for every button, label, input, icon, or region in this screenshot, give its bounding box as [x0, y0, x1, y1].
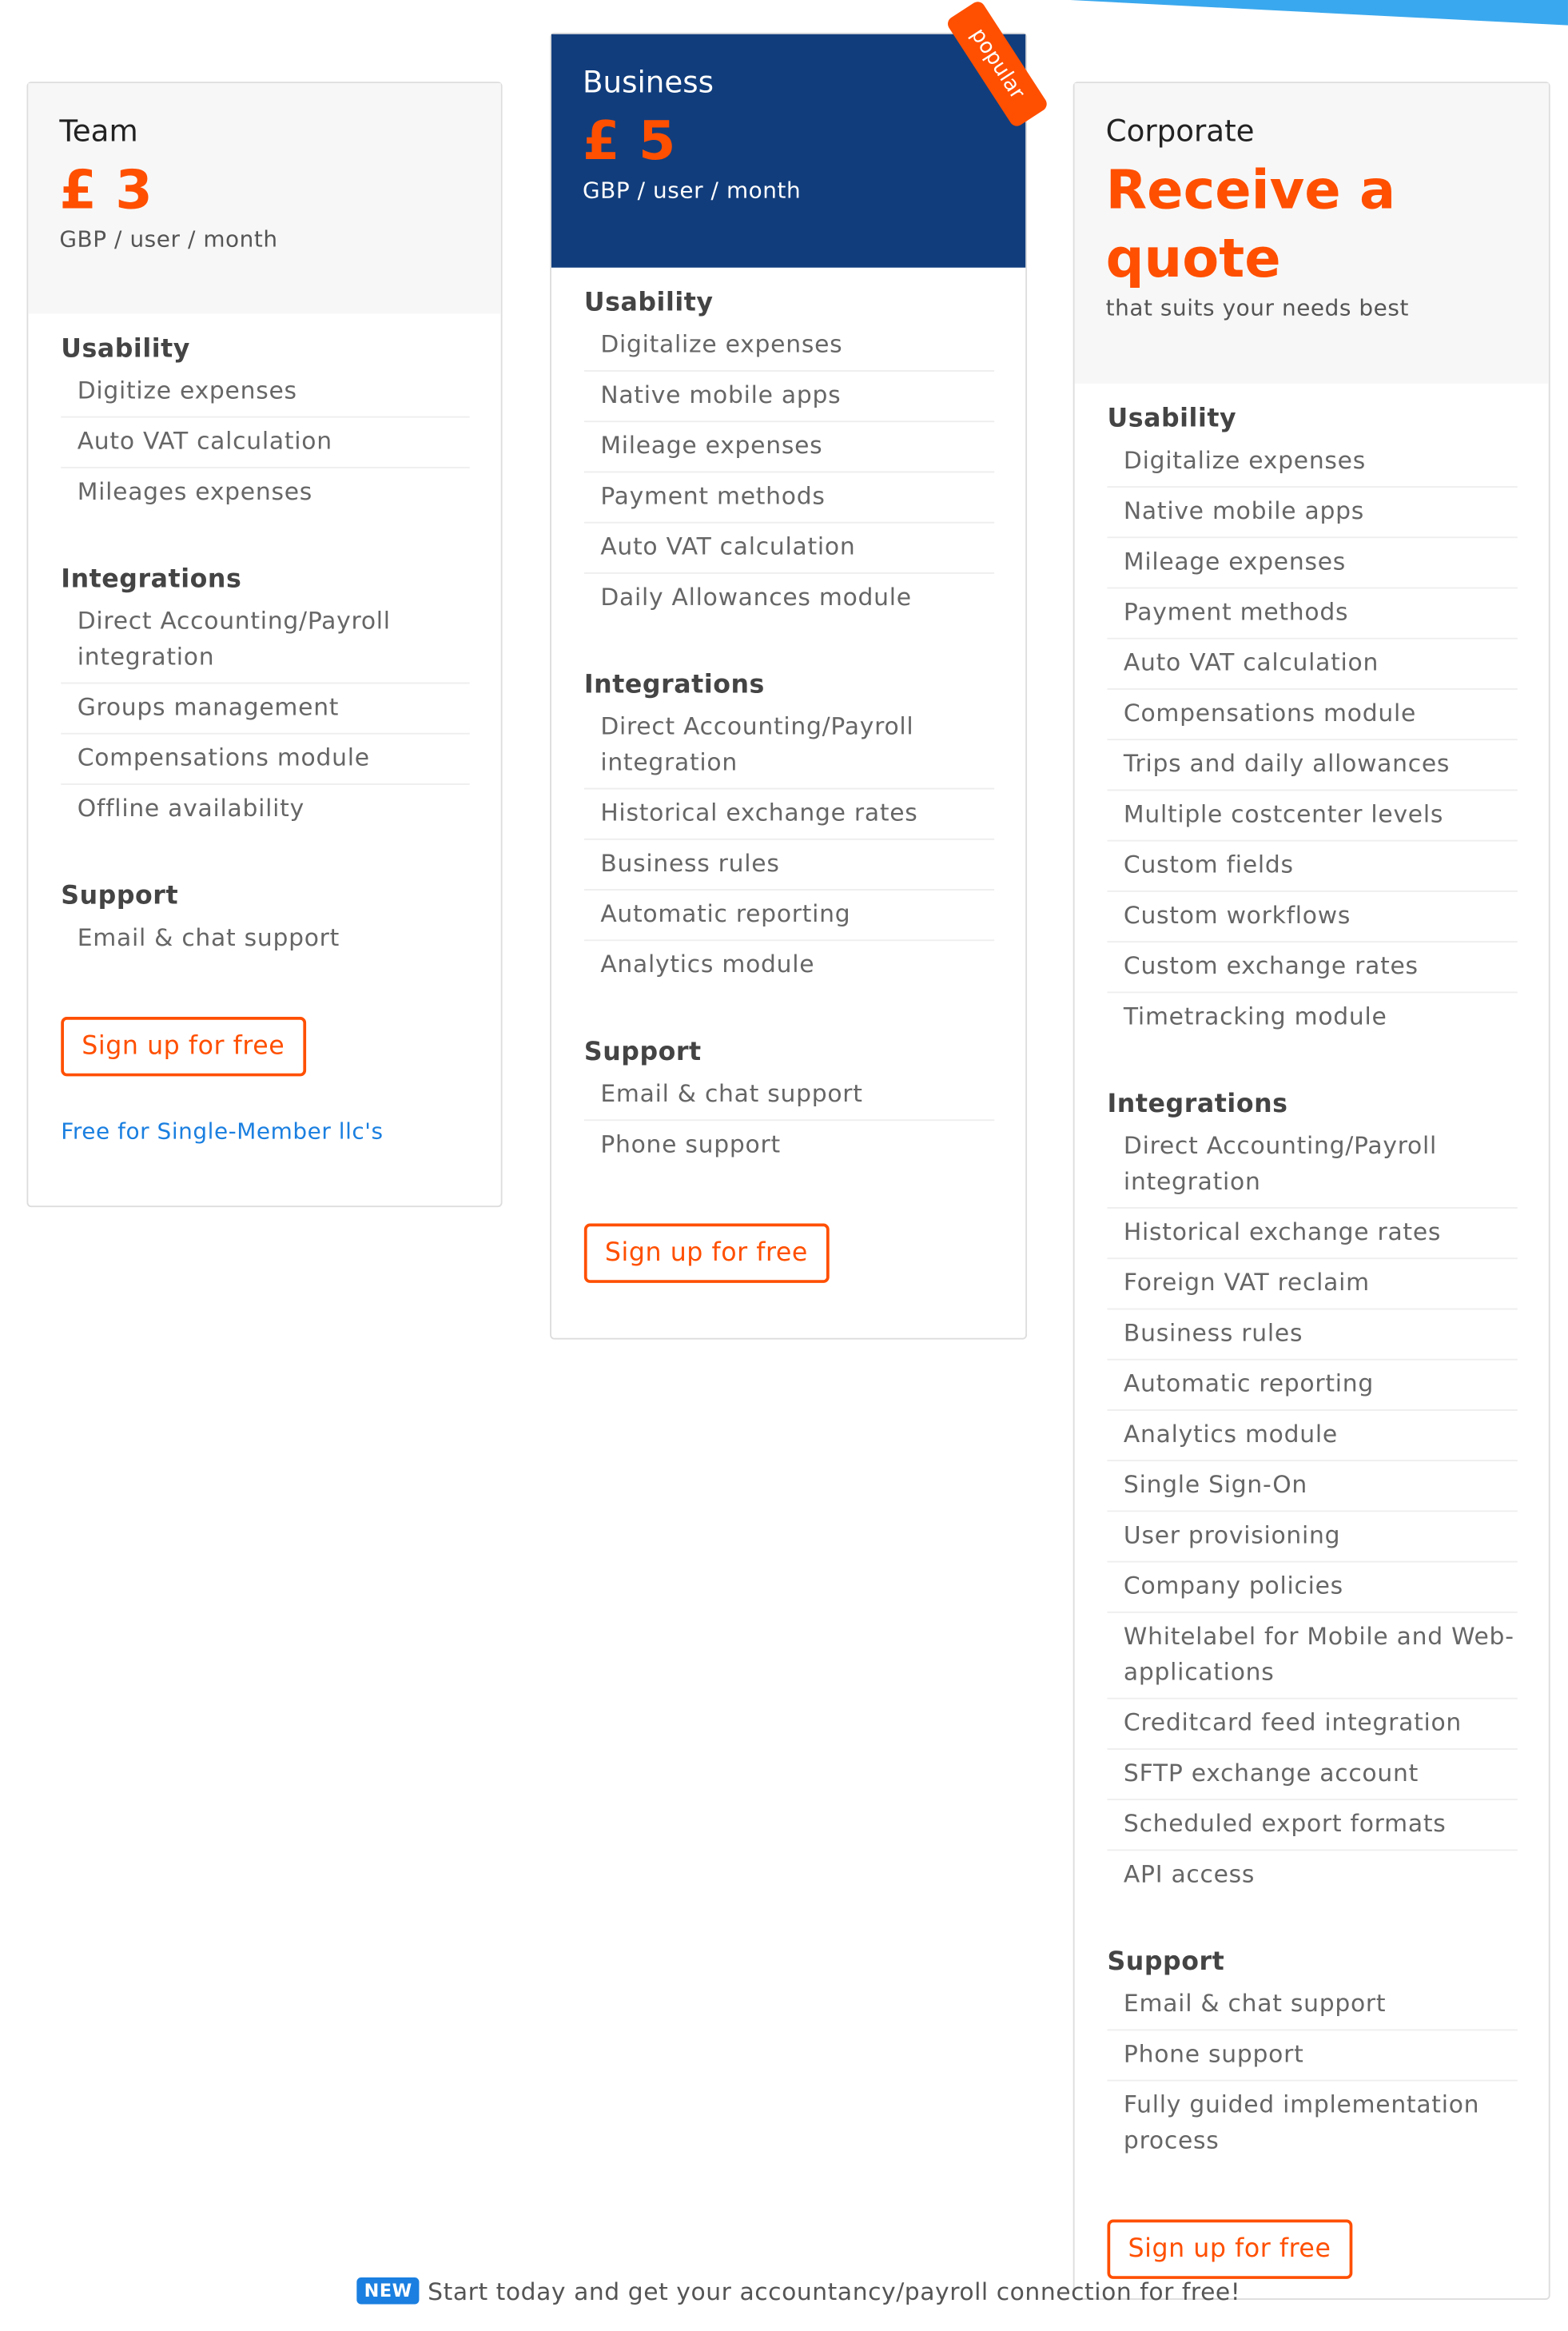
feature-list: [584, 321, 994, 624]
feature-item: Scheduled export formats: [1107, 1800, 1517, 1851]
section-title: Support: [61, 881, 179, 911]
feature-list: [584, 703, 994, 990]
feature-item: Mileages expenses: [77, 476, 313, 506]
feature-section-usability: [1107, 401, 1517, 1042]
feature-item: Auto VAT calculation: [584, 524, 994, 574]
feature-item: Company policies: [1107, 1563, 1517, 1613]
plan-price: £ 3: [59, 160, 153, 222]
feature-item: Timetracking module: [1123, 1002, 1387, 1030]
section-title: Usability: [61, 334, 190, 365]
feature-item: Email & chat support: [584, 1070, 994, 1121]
feature-item: Trips and daily allowances: [1107, 740, 1517, 791]
plan-unit: GBP / user / month: [59, 225, 278, 253]
feature-item: Historical exchange rates: [584, 790, 994, 840]
feature-item: API access: [1123, 1859, 1256, 1888]
feature-item: Offline availability: [77, 794, 304, 823]
feature-item: Digitalize expenses: [584, 321, 994, 372]
feature-item: Analytics module: [600, 950, 815, 978]
feature-list: [61, 367, 469, 517]
popular-badge: popular: [945, 0, 1049, 129]
feature-item: Phone support: [1107, 2030, 1517, 2081]
feature-section-integrations: [61, 562, 469, 834]
plan-card-business: [550, 33, 1027, 1340]
feature-item: Payment methods: [584, 472, 994, 523]
feature-list: [584, 1070, 994, 1170]
plan-unit: GBP / user / month: [583, 177, 802, 204]
feature-list: [61, 914, 469, 963]
feature-item: Native mobile apps: [584, 372, 994, 422]
section-title: Support: [583, 1038, 702, 1068]
section-title: Usability: [1107, 404, 1237, 435]
plan-price: £ 5: [583, 111, 676, 173]
feature-item: User provisioning: [1107, 1512, 1517, 1562]
feature-item: Automatic reporting: [1107, 1361, 1517, 1411]
feature-item: Payment methods: [1107, 588, 1517, 639]
new-badge: NEW: [356, 2277, 420, 2304]
feature-section-integrations: [1107, 1086, 1517, 1899]
sign-up-button[interactable]: Sign up for free: [61, 1017, 305, 1076]
plan-name: Business: [583, 63, 714, 100]
sign-up-button[interactable]: Sign up for free: [1107, 2220, 1351, 2279]
section-title: Integrations: [583, 670, 765, 700]
single-member-link[interactable]: Free for Single-Member llc's: [61, 1118, 384, 1145]
feature-item: Direct Accounting/Payroll integration: [584, 703, 994, 790]
feature-item: Fully guided implementation process: [1123, 2090, 1480, 2154]
feature-item: Analytics module: [1107, 1411, 1517, 1461]
feature-section-integrations: [584, 667, 994, 990]
plan-name: Corporate: [1105, 113, 1255, 149]
feature-section-support: [584, 1034, 994, 1169]
plan-card-team: [26, 82, 502, 1207]
feature-item: Custom workflows: [1107, 892, 1517, 942]
feature-item: Native mobile apps: [1107, 488, 1517, 538]
section-title: Support: [1107, 1947, 1225, 1978]
feature-item: Business rules: [1107, 1309, 1517, 1360]
feature-list: [61, 598, 469, 835]
feature-section-usability: [61, 332, 469, 517]
feature-item: Digitalize expenses: [1107, 437, 1517, 488]
feature-item: Multiple costcenter levels: [1107, 791, 1517, 841]
feature-item: Compensations module: [1107, 690, 1517, 740]
feature-item: Historical exchange rates: [1107, 1209, 1517, 1259]
feature-list: [1107, 437, 1517, 1042]
feature-item: Email & chat support: [1107, 1980, 1517, 2030]
feature-item: Daily Allowances module: [600, 583, 912, 612]
plan-card-corporate: [1073, 82, 1550, 2300]
feature-item: SFTP exchange account: [1107, 1750, 1517, 1800]
feature-item: Phone support: [600, 1130, 781, 1158]
feature-item: Mileage expenses: [1107, 538, 1517, 588]
feature-item: Creditcard feed integration: [1107, 1699, 1517, 1750]
feature-item: Business rules: [584, 840, 994, 891]
feature-item: Direct Accounting/Payroll integration: [1107, 1122, 1517, 1209]
feature-section-support: [61, 879, 469, 963]
sign-up-button[interactable]: Sign up for free: [584, 1224, 829, 1283]
feature-list: [1107, 1980, 1517, 2166]
feature-section-usability: [584, 285, 994, 623]
feature-item: Email & chat support: [77, 922, 340, 952]
feature-section-support: [1107, 1944, 1517, 2166]
feature-item: Groups management: [61, 683, 469, 734]
plan-unit: that suits your needs best: [1105, 294, 1409, 321]
feature-item: Direct Accounting/Payroll integration: [61, 598, 469, 684]
section-title: Usability: [583, 288, 714, 318]
feature-item: Custom exchange rates: [1107, 942, 1517, 993]
feature-list: [1107, 1122, 1517, 1900]
feature-item: Automatic reporting: [584, 891, 994, 941]
plan-name: Team: [59, 113, 138, 149]
feature-item: Single Sign-On: [1107, 1461, 1517, 1512]
section-title: Integrations: [1107, 1090, 1288, 1120]
feature-item: Auto VAT calculation: [61, 418, 469, 468]
feature-item: Auto VAT calculation: [1107, 640, 1517, 690]
decorative-banner: [0, 0, 1568, 30]
section-title: Integrations: [61, 564, 242, 595]
feature-item: Compensations module: [61, 735, 469, 785]
promo-text: Start today and get your accountancy/payroll connection for free!: [428, 2277, 1241, 2306]
feature-item: Mileage expenses: [584, 422, 994, 472]
plan-price: Receive a quote: [1105, 160, 1396, 290]
feature-item: Digitize expenses: [61, 367, 469, 417]
footer-promo: [356, 2277, 1240, 2305]
feature-item: Custom fields: [1107, 842, 1517, 892]
feature-item: Whitelabel for Mobile and Web-applications: [1107, 1613, 1517, 1699]
feature-item: Foreign VAT reclaim: [1107, 1259, 1517, 1309]
